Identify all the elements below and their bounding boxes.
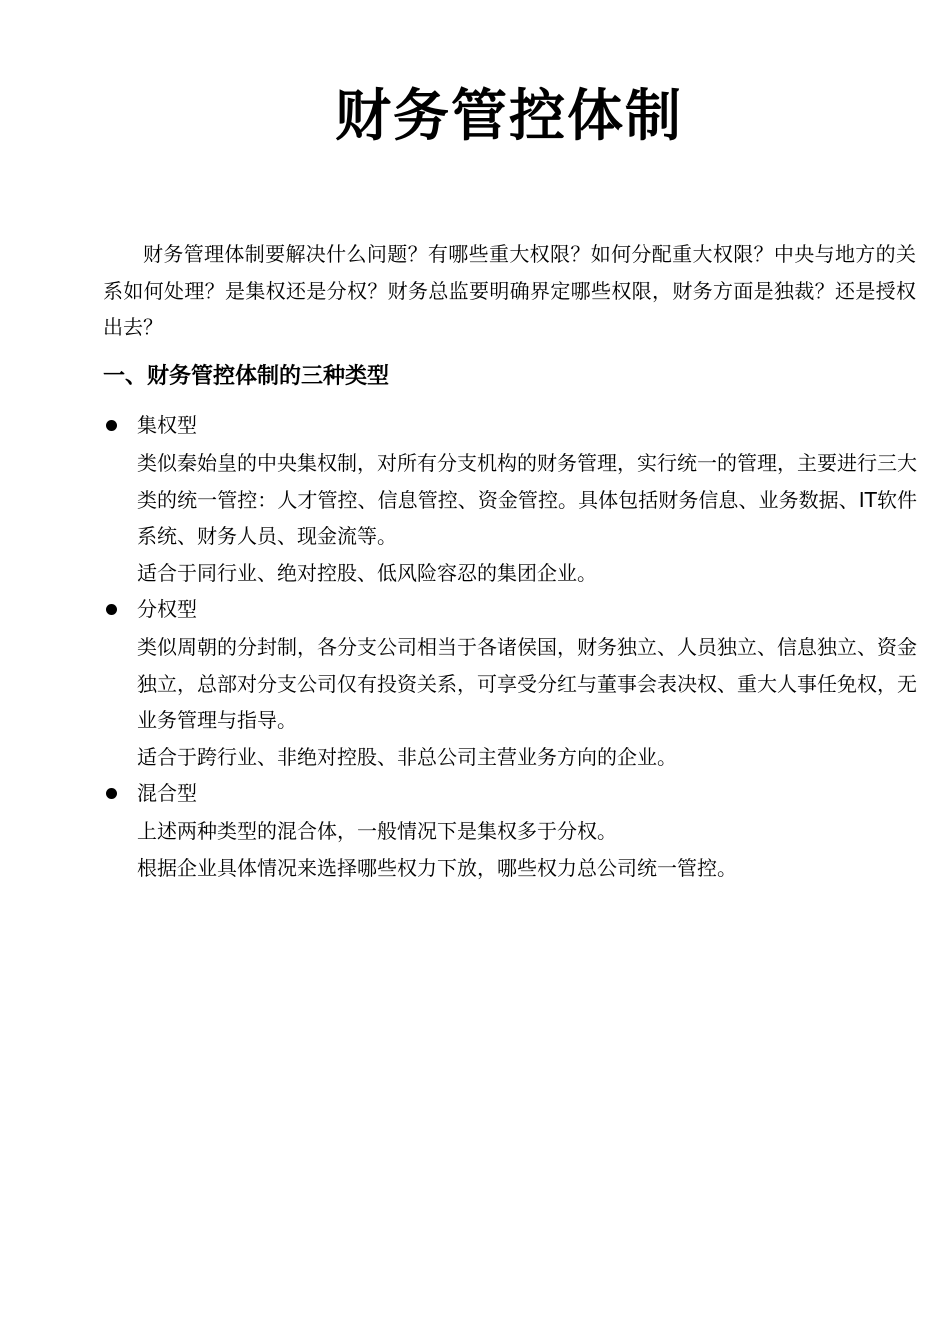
item-title: 集权型	[137, 413, 197, 437]
item-note: 适合于同行业、绝对控股、低风险容忍的集团企业。	[137, 560, 597, 585]
item-description: 类似周朝的分封制，各分支公司相当于各诸侯国，财务独立、人员独立、信息独立、资金独立，总部对分支公司仅有投资关系，可享受分红与董事会表决权、重大人事任免权，无业务管理与指导。	[137, 635, 917, 732]
bullet-item-centralized	[103, 407, 197, 443]
item-title: 混合型	[137, 781, 197, 805]
item-note: 根据企业具体情况来选择哪些权力下放，哪些权力总公司统一管控。	[137, 855, 737, 880]
bullet-icon	[106, 420, 117, 431]
bullet-item-decentralized	[103, 591, 197, 627]
document-title: 财务管控体制	[335, 84, 683, 149]
bullet-item-hybrid	[103, 775, 197, 811]
item-title: 分权型	[137, 597, 197, 621]
item-body-decentralized	[137, 629, 917, 775]
bullet-icon	[106, 788, 117, 799]
item-description: 上述两种类型的混合体，一般情况下是集权多于分权。	[137, 819, 617, 843]
intro-paragraph: 财务管理体制要解决什么问题？有哪些重大权限？如何分配重大权限？中央与地方的关系如何处理？是集权还是分权？财务总监要明确界定哪些权限，财务方面是独裁？还是授权出去？	[103, 242, 916, 339]
item-body-centralized	[137, 445, 917, 591]
item-description: 类似秦始皇的中央集权制，对所有分支机构的财务管理，实行统一的管理，主要进行三大类的统一管控：人才管控、信息管控、资金管控。具体包括财务信息、业务数据、IT软件系统、财务人员、现金流等。	[137, 451, 917, 548]
bullet-icon	[106, 604, 117, 615]
section-heading: 一、财务管控体制的三种类型	[103, 364, 390, 389]
item-note: 适合于跨行业、非绝对控股、非总公司主营业务方向的企业。	[137, 744, 677, 769]
item-body-hybrid	[137, 813, 917, 886]
